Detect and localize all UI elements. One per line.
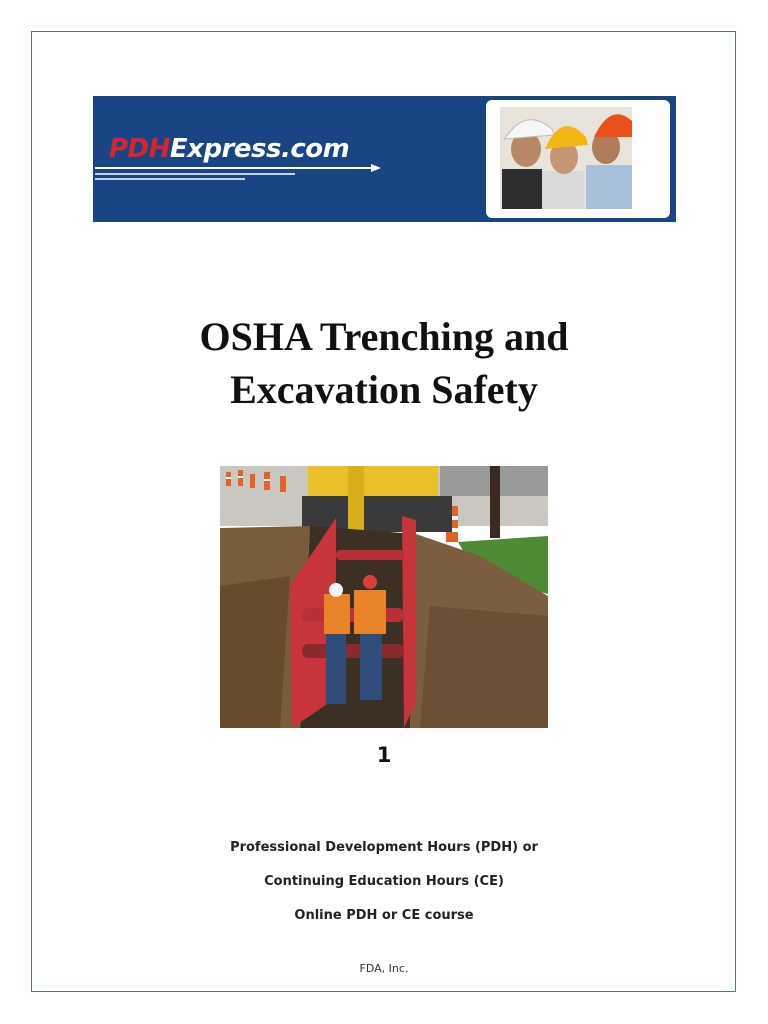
ce-description: Continuing Education Hours (CE) — [264, 874, 504, 889]
pdh-hours-number: 1 — [376, 743, 392, 767]
speed-lines-arrow-icon — [95, 164, 385, 186]
course-type: Online PDH or CE course — [294, 908, 474, 923]
logo-text-pdh: PDH — [109, 134, 170, 164]
pdh-description: Professional Development Hours (PDH) or — [230, 840, 538, 855]
pdhexpress-logo — [109, 131, 349, 167]
publisher-footer: FDA, Inc. — [359, 962, 409, 975]
trench-excavation-image — [220, 466, 548, 728]
workers-hardhats-image — [500, 107, 632, 209]
workers-photo-card — [486, 100, 670, 218]
title-line-1: OSHA Trenching and — [199, 314, 569, 359]
document-title — [84, 310, 684, 416]
title-line-2: Excavation Safety — [230, 367, 538, 412]
header-banner — [93, 96, 676, 222]
logo-text-express: Express.com — [169, 134, 350, 164]
